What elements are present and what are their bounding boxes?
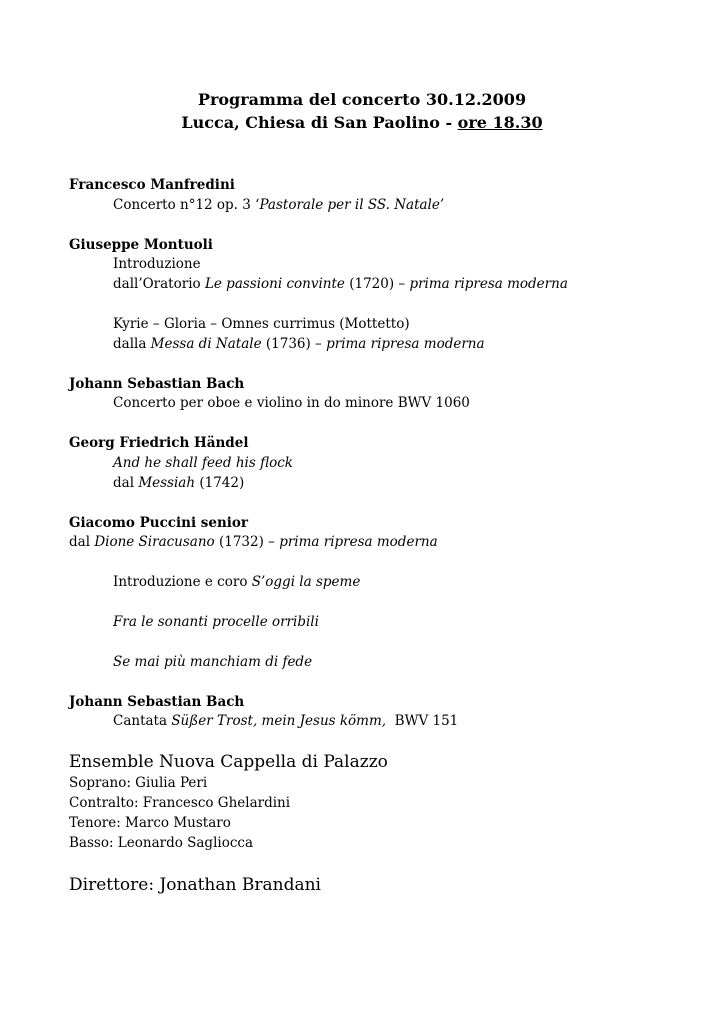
source-note: prima ripresa moderna [409, 276, 568, 293]
composer-name: Francesco Manfredini [69, 177, 235, 193]
composer-name: Giacomo Puccini senior [69, 514, 249, 531]
source-prefix: dalla [113, 335, 151, 352]
work-text: Introduzione e coro [113, 574, 252, 591]
source-title: Dione Siracusano [94, 534, 215, 551]
work-line: Introduzione [113, 256, 201, 273]
work-title: S’oggi la speme [251, 574, 361, 591]
program-list [69, 176, 669, 897]
work-line [69, 573, 669, 593]
director-line: Direttore: Jonathan Brandani [69, 875, 321, 896]
work-source-line [69, 335, 669, 355]
source-note: prima ripresa moderna [326, 335, 485, 352]
ensemble-name: Ensemble Nuova Cappella di Palazzo [69, 752, 388, 773]
work-text: Concerto n°12 op. 3 ‘ [113, 196, 260, 213]
ensemble-member: Tenore: Marco Mustaro [69, 814, 231, 831]
work-line [69, 613, 669, 633]
work-line: Kyrie – Gloria – Omnes currimus (Mottetto) [113, 315, 410, 332]
source-year: (1732) – [214, 534, 280, 551]
source-prefix: dal [113, 474, 139, 491]
work-text: Cantata [113, 713, 172, 730]
source-note: prima ripresa moderna [279, 534, 438, 551]
source-title: Le passioni convinte [204, 276, 345, 293]
work-line [69, 653, 669, 673]
concert-title: Programma del concerto 30.12.2009 [197, 90, 527, 109]
work-title: Se mai più manchiam di fede [113, 653, 313, 670]
work-line [69, 196, 669, 216]
work-line: Concerto per oboe e violino in do minore BWV 1060 [113, 395, 470, 412]
venue-text: Lucca, Chiesa di San Paolino - [181, 113, 458, 132]
work-line [69, 454, 669, 474]
work-title: Fra le sonanti procelle orribili [113, 613, 319, 630]
work-subtitle: Pastorale per il SS. Natale’ [259, 196, 445, 213]
work-source-line [69, 275, 669, 295]
ensemble-member: Soprano: Giulia Peri [69, 775, 208, 792]
concert-time: ore 18.30 [457, 113, 543, 132]
source-prefix: dal [69, 534, 95, 551]
header [0, 88, 724, 134]
composer-name: Giuseppe Montuoli [69, 236, 213, 253]
ensemble-member: Contralto: Francesco Ghelardini [69, 794, 291, 811]
composer-name: Johann Sebastian Bach [69, 693, 245, 710]
composer-name: Georg Friedrich Händel [69, 435, 249, 452]
work-source-line [69, 533, 669, 553]
ensemble-member: Basso: Leonardo Sagliocca [69, 834, 254, 851]
source-title: Messiah [138, 474, 196, 491]
work-title: Süßer Trost, mein Jesus kömm, [171, 713, 387, 730]
work-line [69, 712, 669, 732]
work-catalog: BWV 151 [386, 713, 459, 730]
source-title: Messa di Natale [150, 335, 262, 352]
work-title: And he shall feed his flock [113, 454, 293, 471]
source-year: (1742) [195, 474, 245, 491]
venue-line [0, 111, 724, 134]
work-source-line [69, 474, 669, 494]
source-prefix: dall’Oratorio [113, 276, 205, 293]
source-year: (1720) – [344, 276, 410, 293]
composer-name: Johann Sebastian Bach [69, 375, 245, 392]
source-year: (1736) – [261, 335, 327, 352]
